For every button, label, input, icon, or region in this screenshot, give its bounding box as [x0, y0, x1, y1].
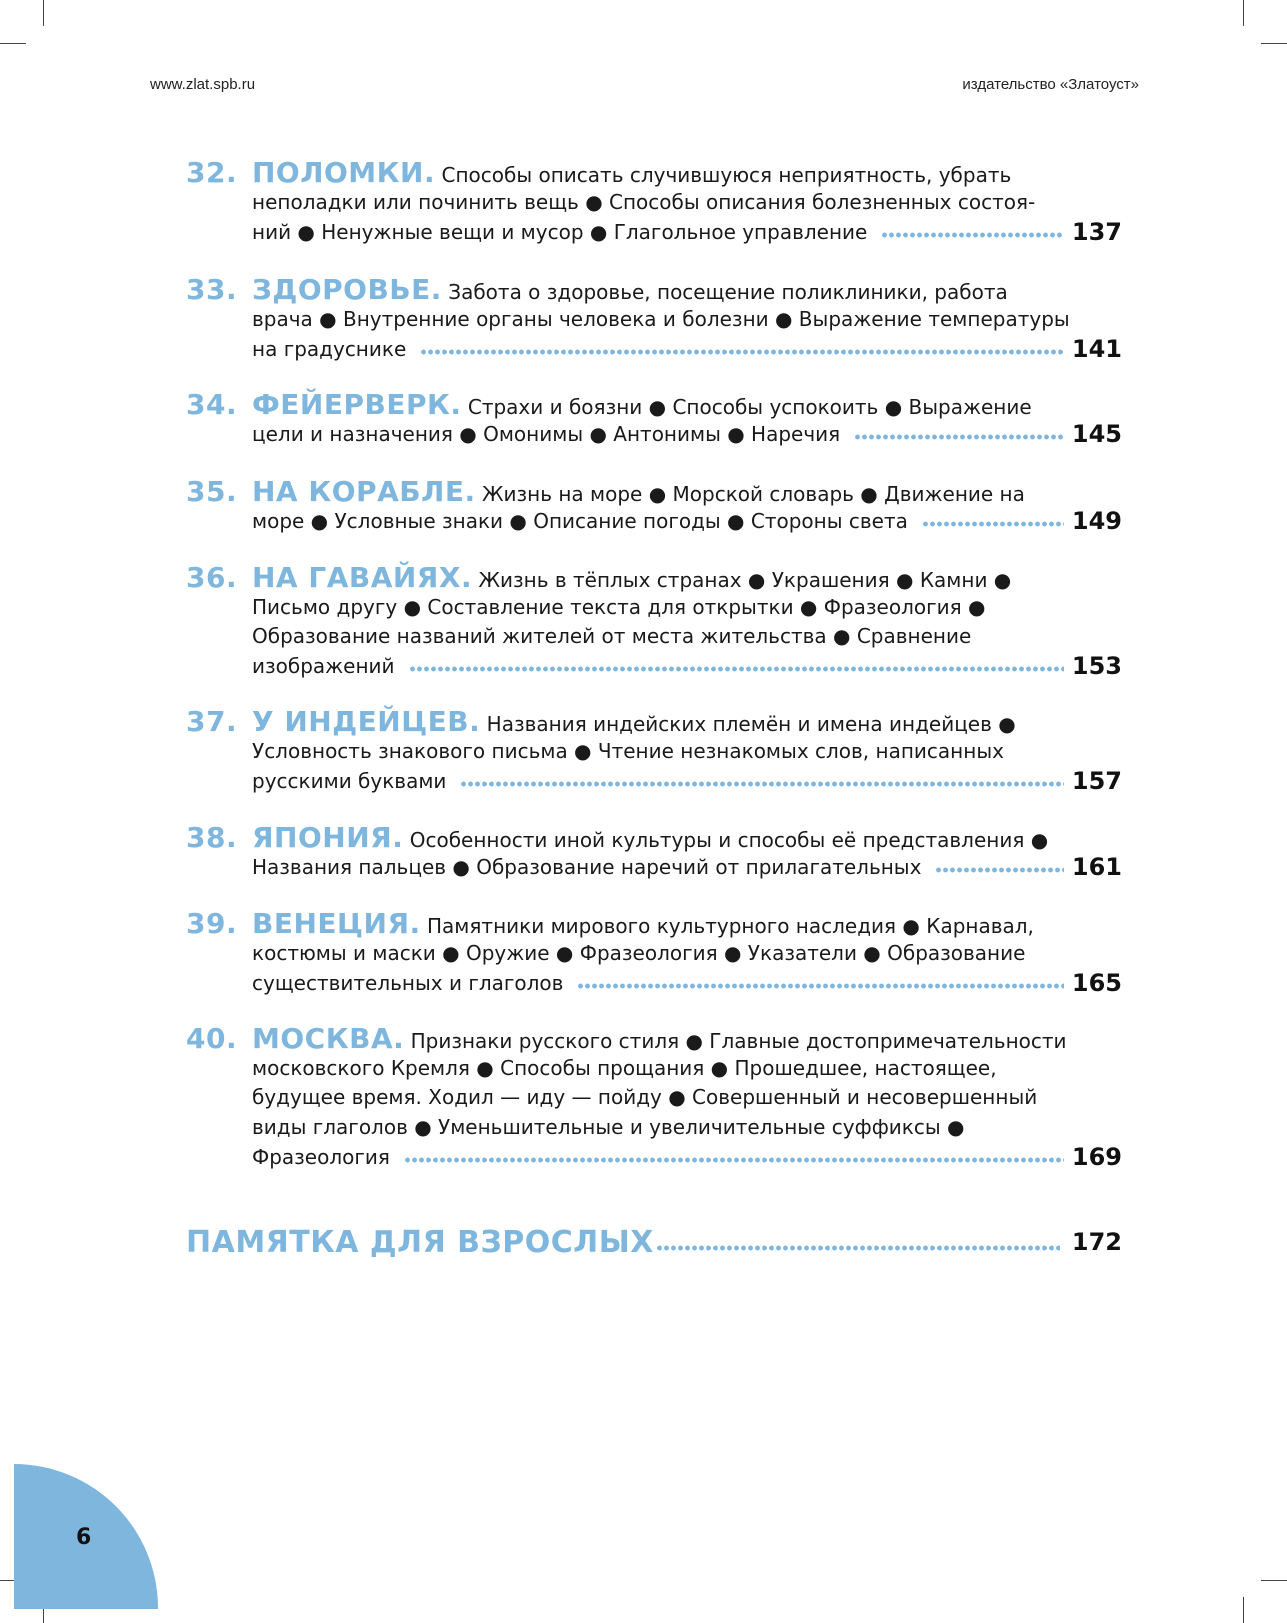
chapter-description-line: ний ● Ненужные вещи и мусор ● Глагольное управление	[252, 219, 868, 244]
chapter-description-line: Фразеология	[252, 1144, 390, 1169]
page-reference: 157	[1071, 766, 1122, 795]
page-number: 6	[76, 1525, 92, 1550]
chapter-description-line: Условность знакового письма ● Чтение незнакомых слов, написанных	[252, 738, 1004, 763]
leader-dots	[922, 521, 1064, 527]
chapter-description: Особенности иной культуры и способы её представления ●	[409, 828, 1049, 852]
toc-entry-last-line	[186, 334, 1122, 364]
chapter-description-line: врача ● Внутренние органы человека и болезни ● Выражение температуры	[252, 306, 1070, 331]
leader-dots	[409, 666, 1064, 672]
chapter-number: 36.	[186, 561, 238, 594]
toc-entry[interactable]	[186, 1024, 1122, 1172]
final-page-number: 172	[1071, 1228, 1122, 1256]
leader-dots	[420, 349, 1064, 355]
site-url[interactable]: www.zlat.spb.ru	[150, 76, 256, 93]
chapter-number: 37.	[186, 705, 238, 738]
toc-entry[interactable]	[186, 707, 1122, 796]
toc-entry-first-line	[186, 707, 1122, 737]
toc-entry-last-line	[186, 507, 1122, 537]
chapter-description: Способы описать случившуюся неприятность, убрать	[441, 163, 1012, 187]
final-title: ПАМЯТКА ДЛЯ ВЗРОСЛЫХ	[186, 1224, 654, 1260]
chapter-number: 34.	[186, 388, 238, 421]
chapter-title: ЯПОНИЯ.	[252, 821, 404, 854]
toc-entry[interactable]	[186, 823, 1122, 882]
chapter-description: Страхи и боязни ● Способы успокоить ● Выражение	[467, 395, 1032, 419]
toc-entry-last-line	[186, 853, 1122, 883]
leader-dots	[881, 232, 1064, 238]
chapter-description-line: неполадки или починить вещь ● Способы описания болезненных состоя-	[252, 189, 1036, 214]
page-reference: 169	[1071, 1142, 1122, 1171]
chapter-title: НА ГАВАЙЯХ.	[252, 561, 473, 594]
toc-entry-first-line	[186, 390, 1122, 420]
crop-mark	[1243, 1597, 1244, 1623]
chapter-description-line: московского Кремля ● Способы прощания ● Прошедшее, настоящее,	[252, 1055, 997, 1080]
page-reference: 165	[1071, 968, 1122, 997]
leader-dots	[404, 1157, 1064, 1163]
toc-entry-last-line	[186, 1142, 1122, 1172]
leader-dots	[656, 1245, 1060, 1251]
leader-dots	[460, 781, 1063, 787]
page-reference: 153	[1071, 652, 1122, 681]
toc-entry-first-line	[186, 909, 1122, 939]
toc-entry[interactable]	[186, 563, 1122, 681]
chapter-title: МОСКВА.	[252, 1022, 405, 1055]
crop-mark	[1261, 1580, 1287, 1581]
chapter-title: ФЕЙЕРВЕРК.	[252, 388, 462, 421]
chapter-number: 40.	[186, 1022, 238, 1055]
toc-entry[interactable]	[186, 390, 1122, 449]
toc-entry-first-line	[186, 823, 1122, 853]
chapter-title: ПОЛОМКИ.	[252, 156, 436, 189]
toc-entry[interactable]	[186, 275, 1122, 364]
toc-entry-first-line	[186, 563, 1122, 593]
chapter-title: У ИНДЕЙЦЕВ.	[252, 705, 481, 738]
toc-entry-first-line	[186, 158, 1122, 188]
chapter-description-line: изображений	[252, 654, 395, 679]
chapter-description-line: будущее время. Ходил — иду — пойду ● Совершенный и несовершенный	[252, 1085, 1038, 1109]
chapter-description-line: Письмо другу ● Составление текста для открытки ● Фразеология ●	[252, 594, 986, 619]
chapter-description-line: существительных и глаголов	[252, 970, 564, 995]
crop-mark	[1243, 0, 1244, 26]
toc-entry-last-line	[186, 766, 1122, 796]
toc-entry[interactable]	[186, 909, 1122, 998]
page-reference: 149	[1071, 507, 1122, 536]
chapter-description-line: море ● Условные знаки ● Описание погоды ● Стороны света	[252, 509, 908, 534]
chapter-description: Признаки русского стиля ● Главные достопримечательности	[410, 1029, 1067, 1053]
toc-entry-first-line	[186, 1024, 1122, 1054]
toc-entry-last-line	[186, 652, 1122, 682]
chapter-description-line: русскими буквами	[252, 768, 447, 793]
toc-entry-last-line	[186, 968, 1122, 998]
crop-mark	[1261, 43, 1287, 44]
leader-dots	[854, 434, 1064, 440]
chapter-description-line: Названия пальцев ● Образование наречий от прилагательных	[252, 855, 922, 880]
page-reference: 141	[1071, 334, 1122, 363]
chapter-title: ЗДОРОВЬЕ.	[252, 273, 442, 306]
toc-entry-first-line	[186, 477, 1122, 507]
chapter-description: Забота о здоровье, посещение поликлиники, работа	[448, 280, 1008, 304]
chapter-description-line: костюмы и маски ● Оружие ● Фразеология ● Указатели ● Образование	[252, 940, 1026, 965]
toc-final-entry[interactable]	[186, 1222, 1122, 1262]
chapter-number: 32.	[186, 156, 238, 189]
chapter-title: ВЕНЕЦИЯ.	[252, 907, 421, 940]
chapter-description-line: на градуснике	[252, 336, 407, 361]
page-reference: 137	[1071, 217, 1122, 246]
chapter-number: 33.	[186, 273, 238, 306]
toc-entry-last-line	[186, 217, 1122, 247]
toc-entry-last-line	[186, 420, 1122, 450]
crop-mark	[0, 43, 26, 44]
page-reference: 161	[1071, 853, 1122, 882]
chapter-description: Памятники мирового культурного наследия ● Карнавал,	[427, 914, 1034, 938]
chapter-description-line: Образование названий жителей от места жительства ● Сравнение	[252, 624, 972, 648]
chapter-number: 35.	[186, 475, 238, 508]
chapter-description-line: цели и назначения ● Омонимы ● Антонимы ● Наречия	[252, 422, 841, 447]
leader-dots	[577, 983, 1063, 989]
chapter-description: Жизнь на море ● Морской словарь ● Движение на	[481, 482, 1025, 506]
toc-entry[interactable]	[186, 477, 1122, 536]
leader-dots	[935, 867, 1063, 873]
chapter-number: 38.	[186, 821, 238, 854]
toc-entry[interactable]	[186, 158, 1122, 247]
chapter-description: Названия индейских племён и имена индейцев ●	[486, 712, 1016, 736]
crop-mark	[43, 0, 44, 26]
toc-entry-first-line	[186, 275, 1122, 305]
chapter-description-line: виды глаголов ● Уменьшительные и увеличительные суффиксы ●	[252, 1114, 965, 1139]
chapter-title: НА КОРАБЛЕ.	[252, 475, 476, 508]
publisher-name: издательство «Златоуст»	[962, 76, 1139, 93]
chapter-description: Жизнь в тёплых странах ● Украшения ● Камни ●	[478, 568, 1012, 592]
chapter-number: 39.	[186, 907, 238, 940]
page-reference: 145	[1071, 420, 1122, 449]
